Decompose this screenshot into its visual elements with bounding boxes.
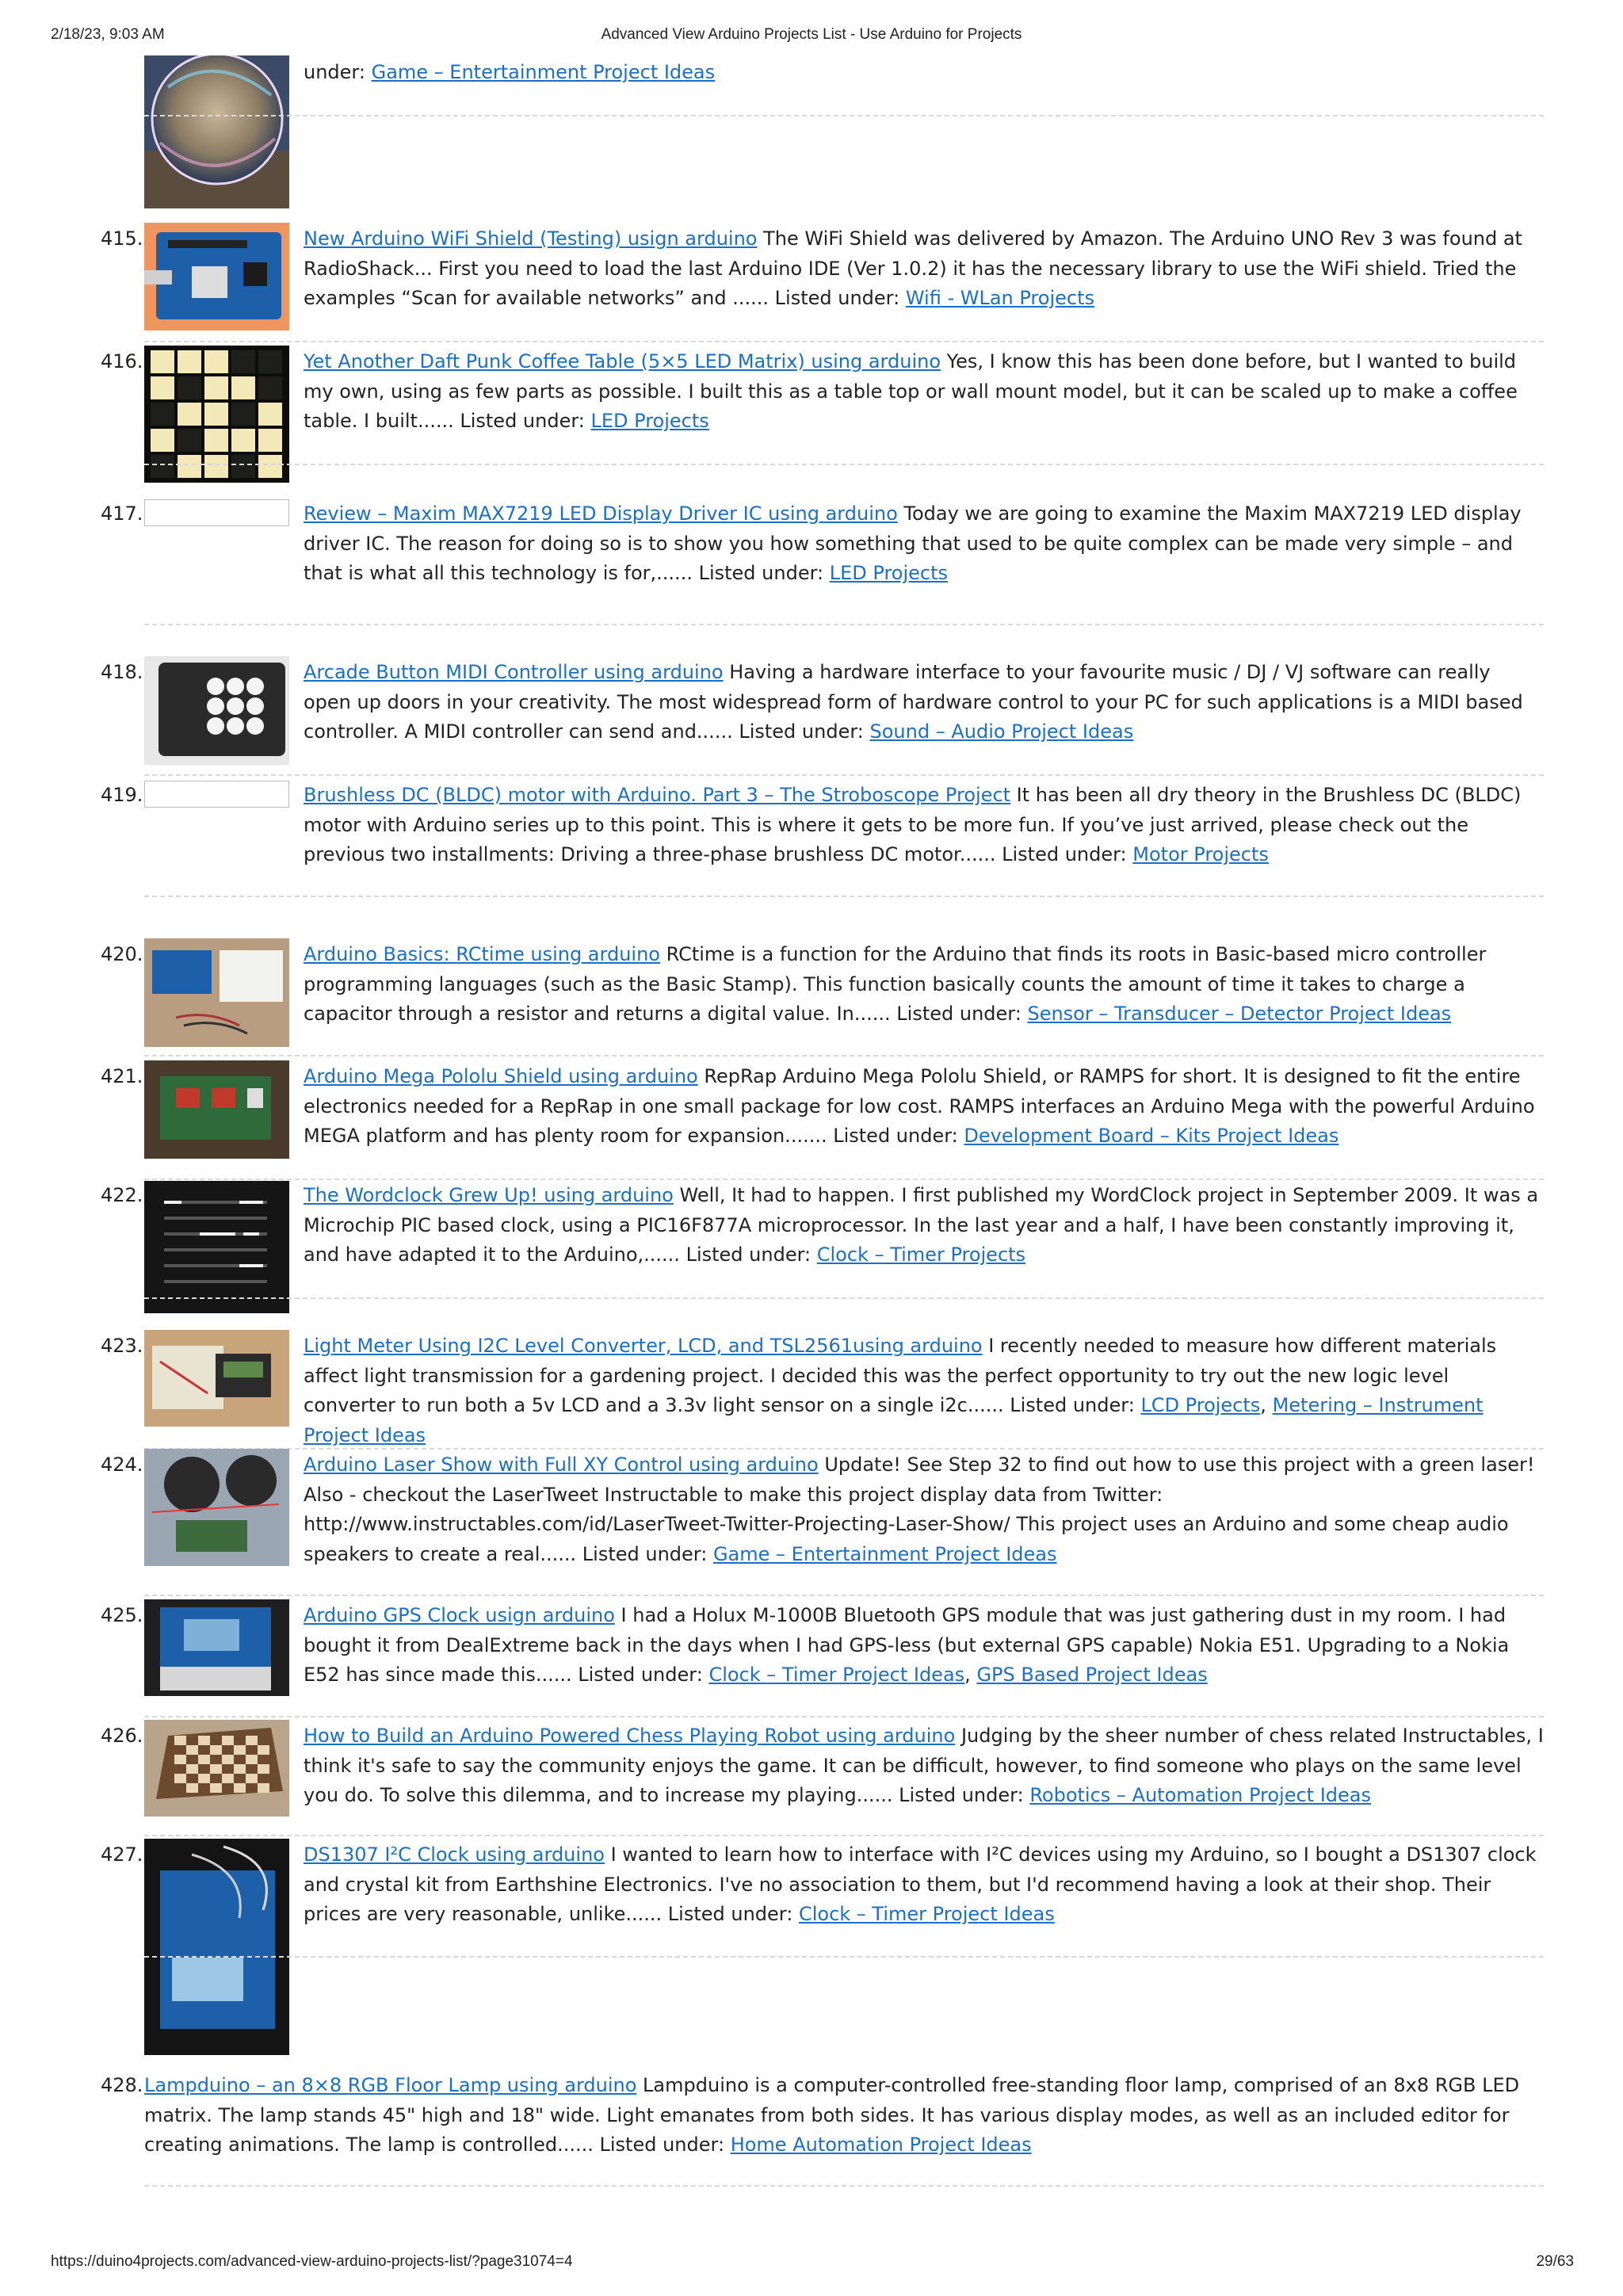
item-number: 424. [101,1454,143,1476]
item-description: Yet Another Daft Punk Coffee Table (5×5 LED Matrix) using arduino Yes, I know this has been done before, but I wanted to build my own, using as few parts as possible. I built this as a table top or wall mount model, but it can be scaled up to make a coffee table. I built...... Listed under: LED Projects [304,350,1518,432]
item-summary: RepRap Arduino Mega Pololu Shield, or RAMPS for short. It is designed to fit the entire electronics needed for a RepRap in one small package for low cost. RAMPS interfaces an Arduino Mega with the powerful Arduino MEGA platform and has plenty room for expansion....... [304,1065,1535,1147]
wordclock-thumbnail[interactable] [144,1181,289,1313]
item-summary: Having a hardware interface to your favourite music / DJ / VJ software can really open up doors in your creativity. The most widespread form of hardware control to your PC for such applications is a MIDI based controller. A MIDI controller can send and...... [304,661,1523,743]
separator [144,115,1544,117]
project-title-link[interactable]: Arcade Button MIDI Controller using arduino [304,661,724,683]
separator [144,624,1544,625]
item-description: Brushless DC (BLDC) motor with Arduino. Part 3 – The Stroboscope Project It has been all dry theory in the Brushless DC (BLDC) motor with Arduino series up to this point. This is where it gets to be more fun. If you’ve just arrived, please check out the previous two installments: Driving a three-phase brushless DC motor...... Listed under: Motor Projects [304,784,1522,865]
item-description: Review – Maxim MAX7219 LED Display Driver IC using arduino Today we are going to examine the Maxim MAX7219 LED display driver IC. The reason for doing so is to show you how something that used to be quite complex can be made very simple – and that is what all this technology is for,...... Listed under: LED Projects [304,502,1522,584]
item-number: 426. [101,1725,143,1747]
item-description: How to Build an Arduino Powered Chess Playing Robot using arduino Judging by the sheer number of chess related Instructables, I think it's safe to say the community enjoys the game. It can be difficult, however, to find someone who plays on the same level you do. To solve this dilemma, and to increase my playing...... Listed under: Robotics – Automation Project Ideas [304,1725,1544,1806]
led-matrix-table-thumbnail[interactable] [144,346,289,483]
category-link[interactable]: LED Projects [590,410,709,432]
chess-robot-thumbnail[interactable] [144,1720,289,1817]
project-title-link[interactable]: Arduino GPS Clock usign arduino [304,1604,615,1626]
item-number: 417. [101,502,143,525]
category-link[interactable]: Sound – Audio Project Ideas [869,720,1134,743]
category-link[interactable]: LCD Projects [1140,1394,1261,1416]
item-number: 415. [101,227,143,250]
item-number: 419. [101,784,143,806]
project-title-link[interactable]: DS1307 I²C Clock using arduino [304,1843,605,1866]
project-title-link[interactable]: Lampduino – an 8×8 RGB Floor Lamp using arduino [144,2074,637,2096]
wifi-shield-thumbnail[interactable] [144,223,289,330]
separator [144,464,1544,465]
category-link[interactable]: Motor Projects [1132,843,1269,865]
separator [144,1716,1544,1717]
category-link[interactable]: Game – Entertainment Project Ideas [712,1542,1057,1565]
rctime-breadboard-thumbnail[interactable] [144,938,289,1047]
item-description: Light Meter Using I2C Level Converter, LCD, and TSL2561using arduino I recently needed to measure how different materials affect light transmission for a gardening project. I decided this was the perfect opportunity to try out the new logic level converter to run both a 5v LCD and a 3.3v light sensor on a single i2c...... Listed under: LCD Projects, Metering – Instrument Project Ideas [304,1335,1497,1446]
item-summary: It has been all dry theory in the Brushless DC (BLDC) motor with Arduino series up to this point. This is where it gets to be more fun. If you’ve just arrived, please check out the previous two installments: Driving a three-phase brushless DC motor...... [304,784,1522,865]
category-link[interactable]: Game – Entertainment Project Ideas [371,61,716,83]
project-title-link[interactable]: New Arduino WiFi Shield (Testing) usign arduino [304,227,758,250]
project-title-link[interactable]: Arduino Mega Pololu Shield using arduino [304,1065,698,1087]
broken-image-icon[interactable] [144,499,289,526]
category-link[interactable]: GPS Based Project Ideas [976,1664,1208,1686]
project-title-link[interactable]: Yet Another Daft Punk Coffee Table (5×5 LED Matrix) using arduino [304,350,941,372]
project-title-link[interactable]: How to Build an Arduino Powered Chess Playing Robot using arduino [304,1725,956,1747]
laser-show-thumbnail[interactable] [144,1449,289,1566]
item-number: 416. [101,350,143,372]
print-page-number: 29/63 [1536,2253,1574,2270]
separator [144,341,1544,342]
ds1307-clock-thumbnail[interactable] [144,1839,289,2055]
item-summary: RCtime is a function for the Arduino that finds its roots in Basic-based micro controller programming languages (such as the Basic Stamp). This function basically counts the amount of time it takes to charge a capacitor through a resistor and returns a digital value. In...... [304,943,1487,1025]
print-datetime: 2/18/23, 9:03 AM [51,26,165,43]
project-title-link[interactable]: Review – Maxim MAX7219 LED Display Driver IC using arduino [304,502,898,525]
separator [144,1297,1544,1299]
project-title-link[interactable]: The Wordclock Grew Up! using arduino [304,1184,674,1206]
item-number: 418. [101,661,143,683]
project-title-link[interactable]: Light Meter Using I2C Level Converter, LCD, and TSL2561using arduino [304,1335,983,1357]
item-number: 423. [101,1335,143,1357]
item-summary: I wanted to learn how to interface with I²C devices using my Arduino, so I bought a DS1307 clock and crystal kit from Earthshine Electronics. I've no association to them, but I'd recommend having a look at their shop. Their prices are very reasonable, unlike...... [304,1843,1537,1925]
category-link[interactable]: Clock – Timer Projects [816,1244,1026,1266]
item-summary: Today we are going to examine the Maxim MAX7219 LED display driver IC. The reason for doing so is to show you how something that used to be quite complex can be made very simple – and that is what all this technology is for,...... [304,502,1522,584]
separator [144,1835,1544,1836]
item-description: Arduino Laser Show with Full XY Control using arduino Update! See Step 32 to find out how to use this project with a green laser! Also - checkout the LaserTweet Instructable to make this project display data from Twitter: http://www.instructables.com/id/LaserTweet-Twitter-Projecting-Laser-Show/ This project uses an Arduino and some cheap audio speakers to create a real...... Listed under: Game – Entertainment Project Ideas [304,1454,1535,1565]
item-number: 422. [101,1184,143,1206]
project-title-link[interactable]: Arduino Basics: RCtime using arduino [304,943,660,965]
item-description: DS1307 I²C Clock using arduino I wanted to learn how to interface with I²C devices using my Arduino, so I bought a DS1307 clock and crystal kit from Earthshine Electronics. I've no association to them, but I'd recommend having a look at their shop. Their prices are very reasonable, unlike...... Listed under: Clock – Timer Project Ideas [304,1843,1537,1925]
item-description: under: Game – Entertainment Project Ideas [304,61,716,83]
item-summary: Judging by the sheer number of chess related Instructables, I think it's safe to say the community enjoys the game. It can be difficult, however, to find someone who plays on the same level you do. To solve this dilemma, and to increase my playing...... [304,1725,1544,1806]
item-description: Arduino Mega Pololu Shield using arduino RepRap Arduino Mega Pololu Shield, or RAMPS for short. It is designed to fit the entire electronics needed for a RepRap in one small package for low cost. RAMPS interfaces an Arduino Mega with the powerful Arduino MEGA platform and has plenty room for expansion....... Listed under: Development Board – Kits Project Ideas [304,1065,1535,1147]
category-link[interactable]: Wifi - WLan Projects [905,287,1094,309]
category-link[interactable]: Clock – Timer Project Ideas [798,1903,1055,1925]
item-summary: I had a Holux M-1000B Bluetooth GPS module that was just gathering dust in my room. I had bought it from DealExtreme back in the days when I had GPS-less (but external GPS capable) Nokia E51. Upgrading to a Nokia E52 has since made this...... [304,1604,1510,1686]
print-footer [0,2253,1623,2274]
soap-bubble-photo-thumbnail[interactable] [144,55,289,208]
item-description: Arcade Button MIDI Controller using arduino Having a hardware interface to your favourite music / DJ / VJ software can really open up doors in your creativity. The most widespread form of hardware control to your PC for such applications is a MIDI based controller. A MIDI controller can send and...... Listed under: Sound – Audio Project Ideas [304,661,1523,743]
light-meter-thumbnail[interactable] [144,1330,289,1427]
item-description: The Wordclock Grew Up! using arduino Well, It had to happen. I first published my WordClock project in September 2009. It was a Microchip PIC based clock, using a PIC16F877A microprocessor. In the last year and a half, I have been constantly improving it, and have adapted it to the Arduino,...... Listed under: Clock – Timer Projects [304,1184,1539,1266]
separator [144,1595,1544,1596]
separator [144,896,1544,897]
item-summary: Yes, I know this has been done before, but I wanted to build my own, using as few parts as possible. I built this as a table top or wall mount model, but it can be scaled up to make a coffee table. I built...... [304,350,1518,432]
print-doc-title: Advanced View Arduino Projects List - Use Arduino for Projects [601,26,1022,43]
print-url: https://duino4projects.com/advanced-view-arduino-projects-list/?page31074=4 [51,2253,573,2270]
item-description: Arduino GPS Clock usign arduino I had a Holux M-1000B Bluetooth GPS module that was just gathering dust in my room. I had bought it from DealExtreme back in the days when I had GPS-less (but external GPS capable) Nokia E51. Upgrading to a Nokia E52 has since made this...... Listed under: Clock – Timer Project Ideas, GPS Based Project Ideas [304,1604,1510,1686]
item-description: Lampduino – an 8×8 RGB Floor Lamp using arduino Lampduino is a computer-controlled free-standing floor lamp, comprised of an 8x8 RGB LED matrix. The lamp stands 45" high and 18" wide. Light emanates from both sides. It has various display modes, as well as an included editor for creating animations. The lamp is controlled...... Listed under: Home Automation Project Ideas [144,2074,1520,2156]
project-title-link[interactable]: Brushless DC (BLDC) motor with Arduino. Part 3 – The Stroboscope Project [304,784,1011,806]
item-number: 421. [101,1065,143,1087]
category-link[interactable]: LED Projects [829,562,949,584]
separator [144,2185,1544,2187]
separator [144,1956,1544,1958]
item-summary: Lampduino is a computer-controlled free-standing floor lamp, comprised of an 8x8 RGB LED matrix. The lamp stands 45" high and 18" wide. Light emanates from both sides. It has various display modes, as well as an included editor for creating animations. The lamp is controlled...... [144,2074,1520,2156]
item-description: Arduino Basics: RCtime using arduino RCtime is a function for the Arduino that finds its roots in Basic-based micro controller programming languages (such as the Basic Stamp). This function basically counts the amount of time it takes to charge a capacitor through a resistor and returns a digital value. In...... Listed under: Sensor – Transducer – Detector Project Ideas [304,943,1487,1025]
item-summary: I recently needed to measure how different materials affect light transmission for a gardening project. I decided this was the perfect opportunity to try out the new logic level converter to run both a 5v LCD and a 3.3v light sensor on a single i2c...... [304,1335,1497,1416]
gps-clock-thumbnail[interactable] [144,1599,289,1696]
separator [144,1179,1544,1180]
category-link[interactable]: Sensor – Transducer – Detector Project Ideas [1027,1003,1452,1025]
item-number: 428. [101,2074,143,2096]
category-link[interactable]: Development Board – Kits Project Ideas [964,1125,1339,1147]
item-summary: The WiFi Shield was delivered by Amazon. The Arduino UNO Rev 3 was found at RadioShack... First you need to load the last Arduino IDE (Ver 1.0.2) it has the necessary library to use the WiFi shield. Tried the examples “Scan for available networks” and ...... [304,227,1522,309]
item-number: 420. [101,943,143,965]
item-summary: Update! See Step 32 to find out how to use this project with a green laser! Also - checkout the LaserTweet Instructable to make this project display data from Twitter: http://www.instructables.com/id/LaserTweet-Twitter-Projecting-Laser-Show/ This project uses an Arduino and some cheap audio speakers to create a real...... [304,1454,1535,1565]
separator [144,774,1544,776]
item-number: 427. [101,1843,143,1866]
item-summary: Well, It had to happen. I first published my WordClock project in September 2009. It was a Microchip PIC based clock, using a PIC16F877A microprocessor. In the last year and a half, I have been constantly improving it, and have adapted it to the Arduino,...... [304,1184,1539,1266]
category-link[interactable]: Metering – Instrument Project Ideas [304,1394,1484,1446]
item-number: 425. [101,1604,143,1626]
item-description: New Arduino WiFi Shield (Testing) usign arduino The WiFi Shield was delivered by Amazon. The Arduino UNO Rev 3 was found at RadioShack... First you need to load the last Arduino IDE (Ver 1.0.2) it has the necessary library to use the WiFi shield. Tried the examples “Scan for available networks” and ...... Listed under: Wifi - WLan Projects [304,227,1522,309]
broken-image-icon[interactable] [144,781,289,808]
project-title-link[interactable]: Arduino Laser Show with Full XY Control using arduino [304,1454,819,1476]
category-link[interactable]: Clock – Timer Project Ideas [708,1664,965,1686]
category-link[interactable]: Home Automation Project Ideas [730,2134,1032,2156]
ramps-shield-thumbnail[interactable] [144,1060,289,1159]
separator [144,1055,1544,1056]
separator [144,1448,1544,1450]
category-link[interactable]: Robotics – Automation Project Ideas [1029,1784,1371,1806]
arcade-midi-controller-thumbnail[interactable] [144,656,289,765]
